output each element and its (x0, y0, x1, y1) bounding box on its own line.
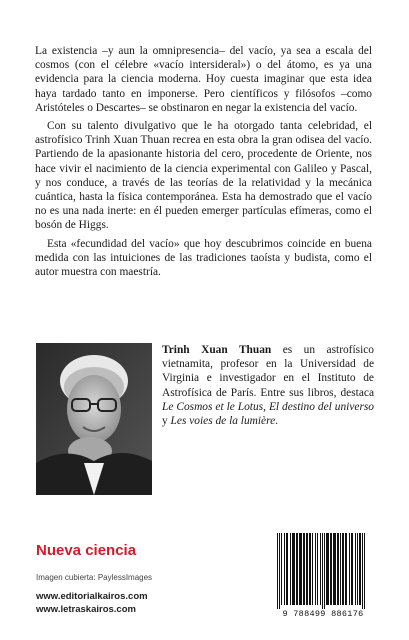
barcode-bar (320, 533, 321, 605)
synopsis-paragraph-2: Con su talento divulgativo que le ha otorgado tanta celebridad, el astrofísico Trinh Xuan Thuan recrea en esta obra la gran odisea del vacío. Partiendo de la apasionante historia del cero, procedente de Oriente, nos hace vivir el nacimiento de la ciencia experimental con Galileo y Pascal, y nos conduce, a través de las teorías de la relatividad y la mecánica cuántica, hasta la física contemporánea. Esta ha demostrado que el vacío no es una nada inerte: en él pueden emerger partículas efímeras, como el bosón de Higgs. (35, 120, 372, 232)
barcode-bar (359, 533, 361, 605)
collection-name: Nueva ciencia (36, 542, 137, 559)
barcode-bar (357, 533, 358, 605)
back-cover-synopsis (35, 44, 372, 283)
barcode-bar (333, 533, 336, 605)
book-title-3: Les voies de la lumière (170, 415, 276, 428)
barcode-bar (281, 533, 282, 605)
barcode-bar (277, 533, 278, 609)
barcode-bar (290, 533, 291, 605)
barcode-bar (309, 533, 311, 605)
barcode-bar (324, 533, 325, 609)
author-biography (162, 343, 374, 428)
barcode-bar (296, 533, 298, 605)
bio-end: . (275, 415, 279, 428)
barcode-bar (279, 533, 280, 609)
barcode-bar (342, 533, 344, 605)
barcode-bar (317, 533, 318, 605)
barcode-bar (299, 533, 302, 605)
bio-text-1: es un astrofísico vietnamita, profesor en la Universidad de Virginia e investigador en el Instituto de Astrofísica de París. Entre sus libros, destaca (162, 344, 374, 399)
barcode-bar (322, 533, 323, 609)
synopsis-paragraph-1: La existencia –y aun la omnipresencia– del vacío, ya sea a escala del cosmos (con el célebre «vacío intersideral») o del átomo, es ya una evidencia para la ciencia moderna. Hoy cuesta imaginar que esta idea haya tardado tanto en imponerse. Pero científicos y filósofos –como Aristóteles o Descartes– se obstinaron en negar la existencia del vacío. (35, 45, 372, 114)
barcode-bar (303, 533, 305, 605)
author-portrait-image (36, 343, 152, 495)
barcode-bar (337, 533, 339, 605)
website-link-2[interactable]: www.letraskairos.com (36, 604, 136, 615)
isbn-barcode (271, 529, 375, 622)
bio-separator-1: , (263, 400, 269, 413)
barcode-bar (364, 533, 365, 609)
barcode-bar (326, 533, 329, 605)
barcode-bar (315, 533, 316, 605)
barcode-bar (345, 533, 347, 605)
author-name: Trinh Xuan Thuan (162, 344, 272, 356)
barcode-bar (306, 533, 308, 605)
bio-separator-2: y (162, 415, 171, 428)
book-title-2: El destino del universo (268, 400, 375, 413)
barcode-bar (292, 533, 295, 605)
barcode-bar (340, 533, 341, 605)
barcode-bar (286, 533, 288, 605)
website-link-1[interactable]: www.editorialkairos.com (36, 591, 148, 602)
isbn-number: 9 788499 886176 (282, 609, 364, 619)
barcode-bar (351, 533, 353, 605)
image-credit: Imagen cubierta: PaylessImages (36, 573, 153, 582)
barcode-bar (349, 533, 350, 605)
barcode-bar (284, 533, 285, 605)
book-title-1: Le Cosmos et le Lotus (162, 400, 264, 413)
barcode-bar (330, 533, 332, 605)
barcode-bar (362, 533, 363, 609)
barcode-bars (271, 529, 375, 609)
synopsis-paragraph-3: Esta «fecundidad del vacío» que hoy descubrimos coincide en buena medida con las intuiciones de las tradiciones taoísta y budista, como el autor muestra con maestría. (35, 237, 372, 279)
author-photo (36, 343, 152, 495)
barcode-bar (312, 533, 313, 605)
barcode-bar (355, 533, 356, 605)
